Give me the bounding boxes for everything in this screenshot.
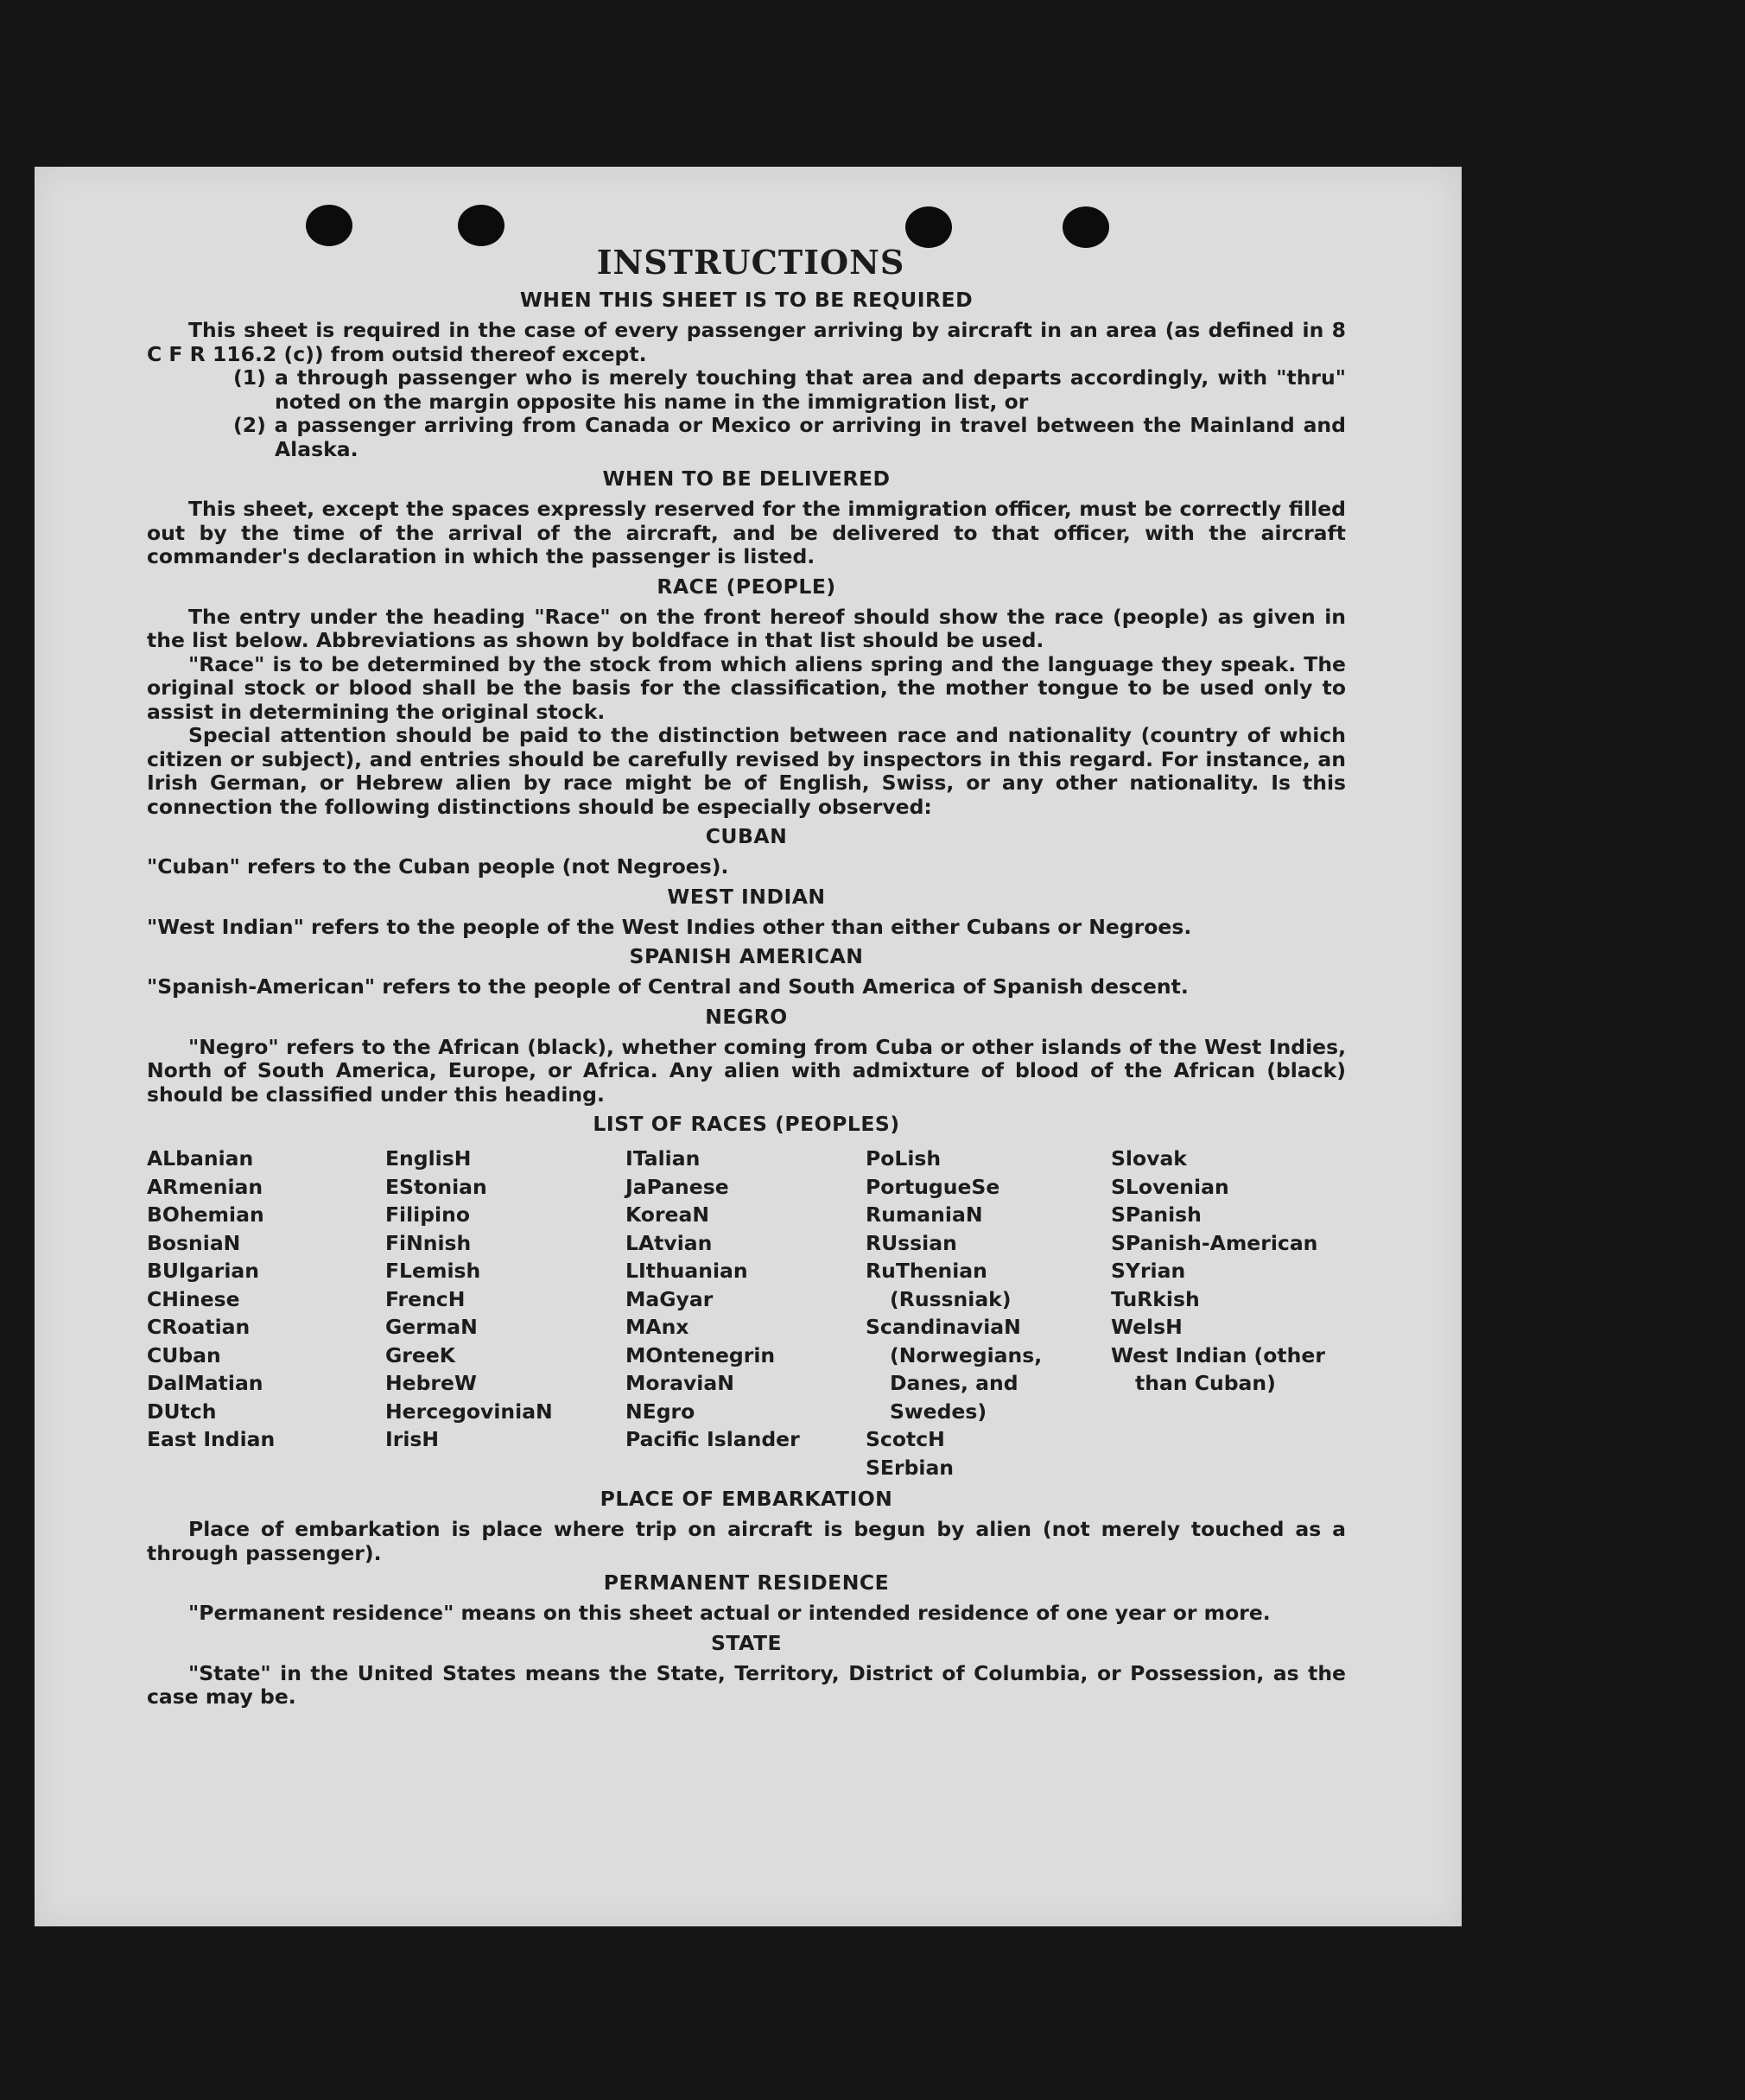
race-entry: FLemish <box>385 1259 481 1283</box>
race-entry: MaGyar <box>625 1286 714 1311</box>
race-entry: MAnx <box>625 1315 689 1339</box>
section-heading-state: STATE <box>710 1630 783 1655</box>
section-heading-spanish-american: SPANISH AMERICAN <box>629 944 864 968</box>
race-list-column <box>866 1145 1111 1481</box>
race-entry: GermaN <box>385 1315 478 1339</box>
race-entry: ScotcH <box>866 1427 945 1451</box>
section-heading-residence: PERMANENT RESIDENCE <box>603 1570 890 1595</box>
race-entry: SPanish <box>1111 1202 1202 1227</box>
exception-item-1: (1) a through passenger who is merely touching that area and departs accordingly, with "thru" noted on the margin opposite his name in the immigration list, or <box>233 365 1346 414</box>
race-entry: TuRkish <box>1111 1286 1200 1311</box>
race-entry: CRoatian <box>147 1315 251 1339</box>
race-list-column <box>625 1145 866 1481</box>
exception-item-2: (2) a passenger arriving from Canada or Mexico or arriving in travel between the Mainland and Alaska. <box>233 413 1346 461</box>
race-entry: PortugueSe <box>866 1174 1000 1199</box>
race-paragraph: "Race" is to be determined by the stock from which aliens spring and the language they speak. The original stock or blood shall be the basis for the classification, the mother tongue to be used only to assist in determining the original stock. <box>147 651 1346 724</box>
punch-hole <box>1063 206 1109 248</box>
when-delivered-text: This sheet, except the spaces expressly reserved for the immigration officer, must be correctly filled out by the time of the arrival of the aircraft, and be delivered to that officer, with the aircraft commander's declaration in which the passenger is listed. <box>147 497 1346 568</box>
race-entry: HebreW <box>385 1371 477 1395</box>
race-entry: SYrian <box>1111 1259 1186 1283</box>
race-entry: SErbian <box>866 1455 955 1480</box>
punch-hole <box>458 205 504 246</box>
race-entry: IrisH <box>385 1427 440 1451</box>
race-entry: ARmenian <box>147 1174 263 1199</box>
page-title: INSTRUCTIONS <box>596 243 905 282</box>
cuban-text: "Cuban" refers to the Cuban people (not Negroes). <box>147 854 729 879</box>
race-entry: West Indian (other than Cuban) <box>1111 1342 1325 1395</box>
race-entry: CHinese <box>147 1286 240 1311</box>
race-entry: PoLish <box>866 1146 942 1171</box>
section-heading-west-indian: WEST INDIAN <box>667 884 826 909</box>
when-required-intro: This sheet is required in the case of every passenger arriving by aircraft in an area (as defined in 8 C F R 116.2 (c)) from outsid thereof except. <box>147 318 1346 366</box>
section-heading-when-required: WHEN THIS SHEET IS TO BE REQUIRED <box>519 288 974 312</box>
document-page <box>35 167 1462 1926</box>
race-entry: DalMatian <box>147 1371 263 1395</box>
race-list <box>147 1145 1346 1481</box>
race-entry: ALbanian <box>147 1146 254 1171</box>
race-entry: NEgro <box>625 1399 695 1424</box>
race-entry: FrencH <box>385 1286 466 1311</box>
section-heading-when-delivered: WHEN TO BE DELIVERED <box>602 466 891 491</box>
race-entry: EStonian <box>385 1174 487 1199</box>
race-entry: LIthuanian <box>625 1259 748 1283</box>
race-list-column <box>147 1145 385 1481</box>
negro-text: "Negro" refers to the African (black), whether coming from Cuba or other islands of the West Indies, North of South America, Europe, or Africa. Any alien with admixture of blood of the African (black) should be classified under this heading. <box>147 1034 1346 1107</box>
race-list-column <box>385 1145 625 1481</box>
race-entry: BosniaN <box>147 1230 241 1255</box>
race-entry: RuThenian (Russniak) <box>866 1259 1012 1311</box>
race-entry: ScandinaviaN (Norwegians, Danes, and Swedes) <box>866 1315 1043 1424</box>
section-heading-race: RACE (PEOPLE) <box>657 574 836 599</box>
race-entry: ITalian <box>625 1146 701 1171</box>
race-entry: Slovak <box>1111 1146 1187 1171</box>
race-entry: MOntenegrin <box>625 1342 776 1367</box>
race-entry: SPanish-American <box>1111 1230 1318 1255</box>
race-entry: Pacific Islander <box>625 1427 800 1451</box>
race-entry: WelsH <box>1111 1315 1183 1339</box>
residence-text: "Permanent residence" means on this sheet actual or intended residence of one year or more. <box>188 1601 1271 1625</box>
punch-hole <box>306 205 352 246</box>
race-list-column <box>1111 1145 1346 1481</box>
race-entry: KoreaN <box>625 1202 709 1227</box>
state-text: "State" in the United States means the State, Territory, District of Columbia, or Possession, as the case may be. <box>147 1660 1346 1709</box>
race-entry: DUtch <box>147 1399 217 1424</box>
race-entry: HercegoviniaN <box>385 1399 553 1424</box>
punch-hole <box>905 206 952 248</box>
race-entry: FiNnish <box>385 1230 472 1255</box>
race-entry: CUban <box>147 1342 221 1367</box>
race-entry: GreeK <box>385 1342 455 1367</box>
race-entry: Filipino <box>385 1202 470 1227</box>
instructions-body <box>147 243 1346 1710</box>
race-entry: MoraviaN <box>625 1371 734 1395</box>
west-indian-text: "West Indian" refers to the people of the West Indies other than either Cubans or Negroes. <box>147 914 1192 939</box>
section-heading-embarkation: PLACE OF EMBARKATION <box>600 1487 893 1511</box>
race-entry: RUssian <box>866 1230 957 1255</box>
race-entry: EnglisH <box>385 1146 472 1171</box>
spanish-american-text: "Spanish-American" refers to the people of Central and South America of Spanish descent. <box>147 974 1189 999</box>
race-entry: JaPanese <box>625 1174 729 1199</box>
race-entry: BUlgarian <box>147 1259 259 1283</box>
race-entry: RumaniaN <box>866 1202 983 1227</box>
embarkation-text: Place of embarkation is place where trip on aircraft is begun by alien (not merely touched as a through passenger). <box>147 1517 1346 1565</box>
section-heading-cuban: CUBAN <box>705 824 788 848</box>
race-entry: BOhemian <box>147 1202 264 1227</box>
race-entry: SLovenian <box>1111 1174 1229 1199</box>
race-paragraph: Special attention should be paid to the distinction between race and nationality (country of which citizen or subject), and entries should be carefully revised by inspectors in this regard. For instance, an Irish German, or Hebrew alien by race might be of English, Swiss, or any other nationality. Is this connection the following distinctions should be especially observed: <box>147 723 1346 819</box>
race-entry: LAtvian <box>625 1230 713 1255</box>
section-heading-list-of-races: LIST OF RACES (PEOPLES) <box>593 1112 900 1136</box>
race-entry: East Indian <box>147 1427 276 1451</box>
section-heading-negro: NEGRO <box>705 1004 788 1029</box>
race-paragraph: The entry under the heading "Race" on the front hereof should show the race (people) as given in the list below. Abbreviations as shown by boldface in that list should be used. <box>147 604 1346 652</box>
